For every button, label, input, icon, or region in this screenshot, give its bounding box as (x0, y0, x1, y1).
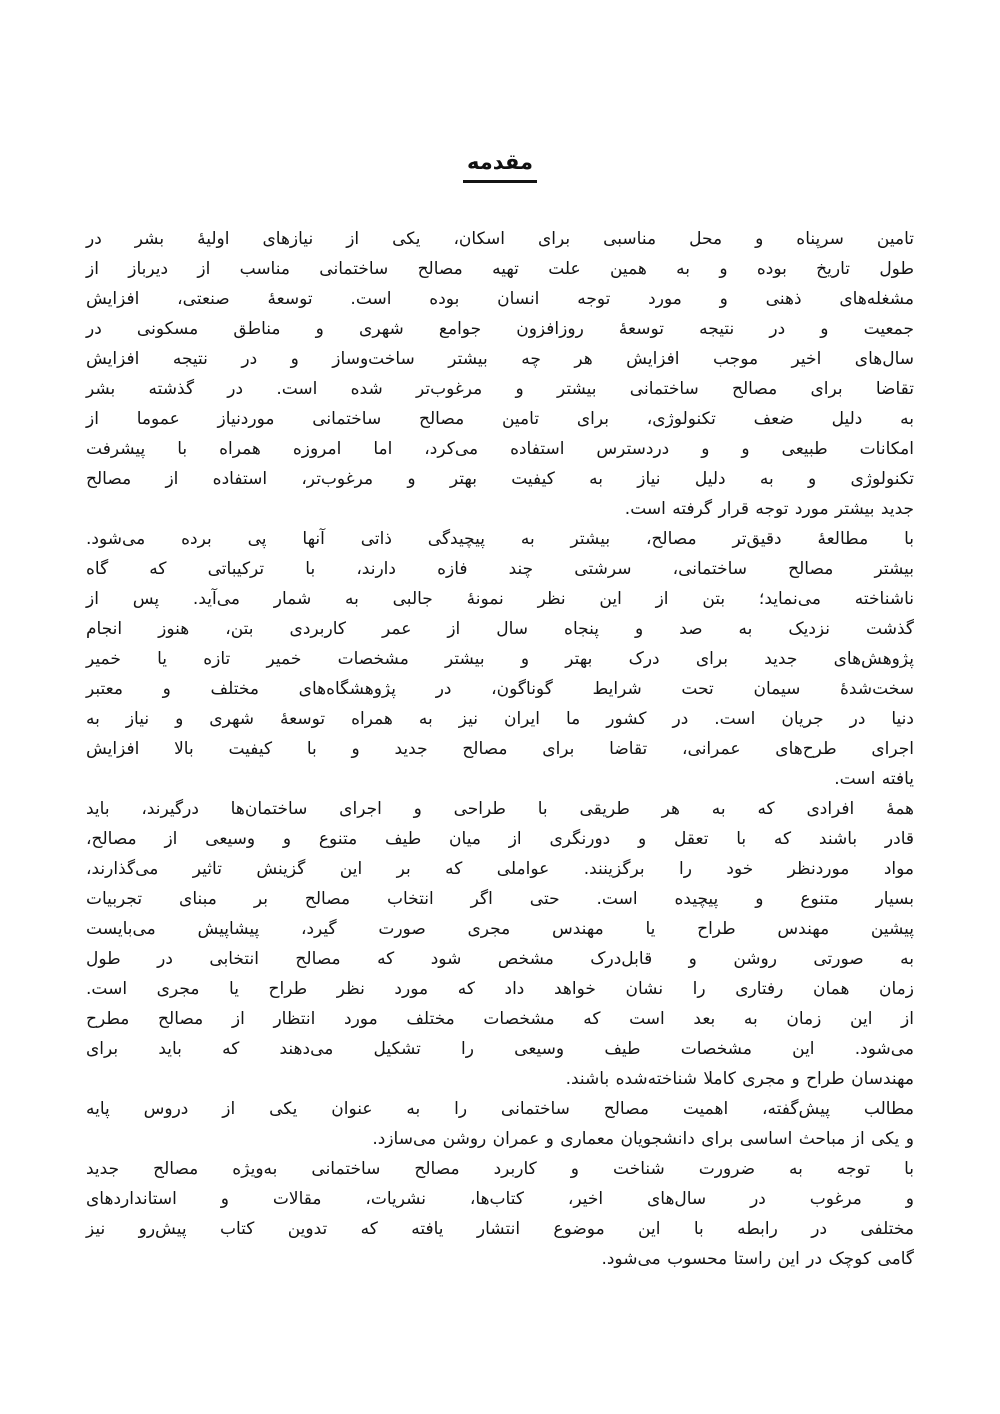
text-line: امکانات طبیعی و و دردسترس استفاده می‌کرد، اما امروزه همراه با پیشرفت (86, 439, 914, 459)
paragraph (86, 1154, 914, 1274)
text-line: مشغله‌های ذهنی و مورد توجه انسان بوده است. توسعهٔ صنعتی، افزایش (86, 289, 914, 309)
text-line: گامی کوچک در این راستا محسوب می‌شود. (601, 1249, 914, 1269)
paragraph (86, 224, 914, 524)
text-line: مختلفی در رابطه با این موضوع انتشار یافته که تدوین کتاب پیش‌رو نیز (86, 1219, 914, 1239)
text-line: یافته است. (834, 769, 914, 789)
text-line: مواد موردنظر خود را برگزینند. عواملی که بر این گزینش تاثیر می‌گذارند، (86, 859, 914, 879)
text-line: پژوهش‌های جدید برای درک بهتر و بیشتر مشخصات خمیر تازه یا خمیر (86, 649, 914, 669)
text-line: پیشین مهندس طراح یا مهندس مجری صورت گیرد، پیشاپیش می‌بایست (86, 919, 914, 939)
text-line: بیشتر مصالح ساختمانی، سرشتی چند فازه دارند، با ترکیباتی که گاه (86, 559, 914, 579)
text-line: و مرغوب در سال‌های اخیر، کتاب‌ها، نشریات، مقالات و استانداردهای (86, 1189, 914, 1209)
text-line: با توجه به ضرورت شناخت و کاربرد مصالح ساختمانی به‌ویژه مصالح جدید (86, 1159, 914, 1179)
text-line: قادر باشند که با تعقل و دورنگری از میان طیف متنوع و وسیعی از مصالح، (86, 829, 914, 849)
text-line: همهٔ افرادی که به هر طریقی با طراحی و اجرای ساختمان‌ها درگیرند، باید (86, 799, 914, 819)
text-line: دنیا در جریان است. در کشور ما ایران نیز به همراه توسعهٔ شهری و نیاز به (86, 709, 914, 729)
text-line: مهندسان طراح و مجری کاملا شناخته‌شده باشند. (565, 1069, 914, 1089)
text-line: به دلیل ضعف تکنولوژی، برای تامین مصالح ساختمانی موردنیاز عموما از (86, 409, 914, 429)
text-line: جدید بیشتر مورد توجه قرار گرفته است. (624, 499, 914, 519)
text-line: زمان همان رفتاری را نشان خواهد داد که مورد نظر طراح یا مجری است. (86, 979, 914, 999)
text-line: گذشت نزدیک به صد و پنجاه سال از عمر کاربردی بتن، هنوز انجام (86, 619, 914, 639)
text-line: ناشناخته می‌نماید؛ بتن از این نظر نمونهٔ جالبی به شمار می‌آید. پس از (86, 589, 914, 609)
text-line: تکنولوژی و به دلیل نیاز به کیفیت بهتر و مرغوب‌تر، استفاده از مصالح (86, 469, 914, 489)
text-line: تقاضا برای مصالح ساختمانی بیشتر و مرغوب‌تر شده است. در گذشته بشر (86, 379, 914, 399)
title-container (0, 152, 1000, 183)
text-line: سخت‌شدهٔ سیمان تحت شرایط گوناگون، در پژوهشگاه‌های مختلف و معتبر (86, 679, 914, 699)
text-line: با مطالعهٔ دقیق‌تر مصالح، بیشتر به پیچیدگی ذاتی آنها پی برده می‌شود. (86, 529, 914, 549)
text-line: جمعیت و در نتیجه توسعهٔ روزافزون جوامع شهری و مناطق مسکونی در (86, 319, 914, 339)
text-line: می‌شود. این مشخصات طیف وسیعی را تشکیل می‌دهند که باید برای (86, 1039, 914, 1059)
text-line: و یکی از مباحث اساسی برای دانشجویان معماری و عمران روشن می‌سازد. (372, 1129, 914, 1149)
paragraph (86, 524, 914, 794)
text-line: سال‌های اخیر موجب افزایش هر چه بیشتر ساخت‌وساز و در نتیجه افزایش (86, 349, 914, 369)
text-line: به صورتی روشن و قابل‌درک مشخص شود که مصالح انتخابی در طول (86, 949, 914, 969)
text-line: مطالب پیش‌گفته، اهمیت مصالح ساختمانی را به عنوان یکی از دروس پایه (86, 1099, 914, 1119)
text-line: تامین سرپناه و محل مناسبی برای اسکان، یکی از نیازهای اولیهٔ بشر در (86, 229, 914, 249)
text-line: اجرای طرح‌های عمرانی، تقاضا برای مصالح جدید و با کیفیت بالا افزایش (86, 739, 914, 759)
text-line: از این زمان به بعد است که مشخصات مختلف مورد انتظار از مصالح مطرح (86, 1009, 914, 1029)
page-title: مقدمه (463, 152, 537, 183)
paragraph (86, 1094, 914, 1154)
paragraph (86, 794, 914, 1094)
text-block (86, 224, 914, 1274)
text-line: طول تاریخ بوده و به همین علت تهیه مصالح ساختمانی مناسب از دیرباز از (86, 259, 914, 279)
text-line: بسیار متنوع و پیچیده است. حتی اگر انتخاب مصالح بر مبنای تجربیات (86, 889, 914, 909)
